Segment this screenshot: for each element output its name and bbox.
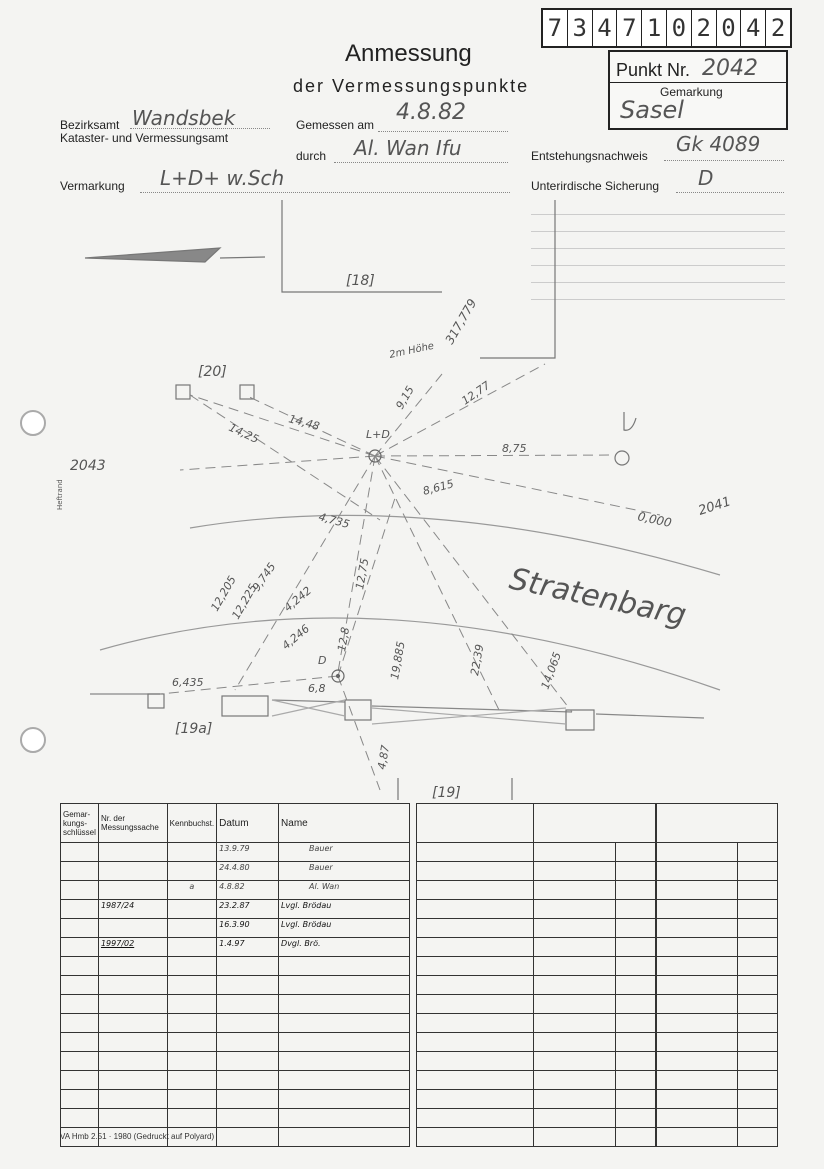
table-row [61,1109,410,1128]
table-row [61,881,410,900]
underground-value: D [698,166,714,190]
height-note: 2m Höhe [388,340,436,361]
gemarkung-value: Sasel [620,96,684,124]
serial-digit: 7 [617,10,642,46]
table-row [61,995,410,1014]
point-label: D [318,654,327,667]
cell [61,881,99,900]
survey-sketch [0,190,824,805]
right-table-1 [416,803,656,1147]
cell: Bauer [279,843,410,862]
margin-note: Heftrand [56,479,64,510]
col-key: Gemar-kungs-schlüssel [61,804,99,843]
dim-label: 12,8 [335,626,353,653]
cell [61,938,99,957]
dim-label: 12,205 [208,573,239,614]
dim-label: 4,735 [317,510,352,532]
cell [167,862,216,881]
serial-digit: 4 [593,10,618,46]
cell: Bauer [279,862,410,881]
table-row [61,843,410,862]
cell [61,843,99,862]
col-date: Datum [217,804,279,843]
point-label: L+D [366,428,390,441]
measured-label: Gemessen am [296,118,375,132]
cell [167,843,216,862]
underground-label: Unterirdische Sicherung [531,179,660,193]
cell [61,919,99,938]
dim-label: 12,75 [353,557,372,591]
cell: Al. Wan [279,881,410,900]
dim-label: 22,39 [468,643,487,677]
marking-label: Vermarkung [60,179,125,193]
table-row [61,1014,410,1033]
col-name: Name [279,804,410,843]
cell: 1.4.97 [217,938,279,957]
dim-label: 4,87 [375,744,393,771]
cell: 1997/02 [98,938,167,957]
marking-value: L+D+ w.Sch [160,166,285,190]
cell: Lvgl. Brödau [279,900,410,919]
dim-label: 4,242 [281,584,315,615]
dim-label: 0,000 [636,509,673,531]
col-kb: Kennbuchst. [167,804,216,843]
serial-number-box [541,8,792,48]
dim-label: 8,75 [502,442,527,455]
dim-label: 8,615 [421,477,456,498]
dim-label: 9,745 [249,560,279,594]
serial-digit: 0 [717,10,742,46]
dim-label: 19,885 [388,640,408,681]
page-subtitle: der Vermessungspunkte [293,76,530,96]
serial-digit: 3 [568,10,593,46]
serial-digit: 2 [770,14,786,42]
table-row [61,862,410,881]
dim-label: 12,77 [459,378,493,408]
dim-label: 9,15 [393,383,417,412]
serial-digit: 4 [741,10,766,46]
street-label: Stratenbarg [506,561,690,634]
serial-digit: 7 [543,10,568,46]
cell [167,900,216,919]
dim-label: 14,48 [287,412,322,434]
dim-label: 4,246 [279,622,313,653]
table-row [61,1071,410,1090]
dim-label: 6,8 [308,682,326,695]
table-row [61,957,410,976]
cell [167,919,216,938]
form-footer: VA Hmb 2.51 · 1980 (Gedruckt auf Polyard) [60,1132,215,1141]
table-row [61,1052,410,1071]
by-value: Al. Wan Ifu [354,136,462,160]
cell: 16.3.90 [217,919,279,938]
cell: 4.8.82 [217,881,279,900]
punkt-box [608,50,788,130]
dim-label: 14,065 [538,650,564,692]
cell: 23.2.87 [217,900,279,919]
register-table [60,803,410,1147]
cell [167,938,216,957]
office-value: Wandsbek [132,106,236,130]
right-table-2 [656,803,778,1147]
cell [98,843,167,862]
page-title: Anmessung [345,40,472,67]
cell: a [167,881,216,900]
cell [98,881,167,900]
dim-label: 14,25 [226,420,261,447]
serial-digit: 1 [642,10,667,46]
dim-label: 6,435 [172,676,204,689]
parcel-label: [19a] [175,721,213,737]
table-row [61,919,410,938]
table-row [61,938,410,957]
measured-value: 4.8.82 [396,100,466,125]
parcel-label: [19] [432,785,461,801]
cell: 13.9.79 [217,843,279,862]
punkt-label: Punkt Nr. [616,60,691,80]
point-label: 2041 [696,494,733,519]
cell: Lvgl. Brödau [279,919,410,938]
cell [98,862,167,881]
table-row [61,1033,410,1052]
office-label: Bezirksamt [60,118,120,132]
serial-digit: 0 [667,10,692,46]
dim-label: 12,225 [229,581,260,622]
punkt-value: 2042 [702,56,758,81]
gemarkung-label: Gemarkung [660,85,723,99]
table-row [61,900,410,919]
dim-label: 317,779 [442,296,480,347]
parcel-label: [20] [198,364,227,380]
parcel-label: [18] [346,273,375,289]
by-label: durch [296,149,327,163]
table-row [61,976,410,995]
cell: 1987/24 [98,900,167,919]
cell [61,900,99,919]
origin-label: Entstehungsnachweis [531,149,648,163]
col-nr: Nr. der Messungssache [98,804,167,843]
cell: 24.4.80 [217,862,279,881]
cell: Dvgl. Brö. [279,938,410,957]
origin-value: Gk 4089 [676,132,761,156]
cell [98,919,167,938]
cell [61,862,99,881]
table-row [61,1090,410,1109]
office-sub-label: Kataster- und Vermessungsamt [60,131,229,145]
serial-digit: 2 [692,10,717,46]
point-label: 2043 [70,458,106,474]
